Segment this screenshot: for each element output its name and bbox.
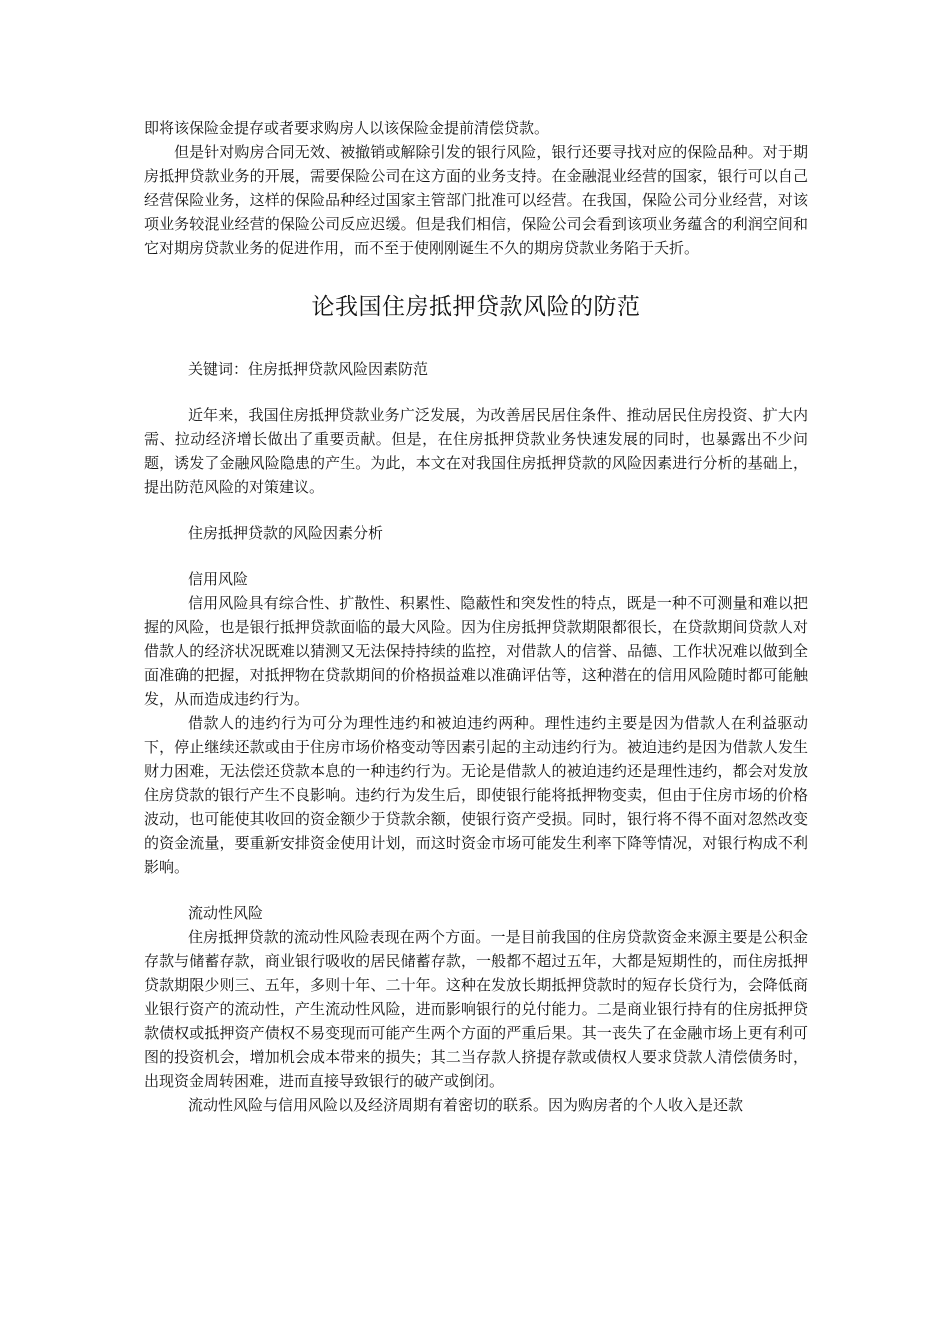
credit-risk-paragraph-1: 信用风险具有综合性、扩散性、积累性、隐蔽性和突发性的特点，既是一种不可测量和难以把握的风险，也是银行抵押贷款面临的最大风险。因为住房抵押贷款期限都很长，在贷款期间贷款人对借款人的经济状况既难以猜测又无法保持持续的监控，对借款人的信誉、品德、工作状况难以做到全面准确的把握，对抵押物在贷款期间的价格损益难以准确评估等，这种潜在的信用风险随时都可能触发，从而造成违约行为。	[144, 594, 808, 708]
paragraph-prev-1: 即将该保险金提存或者要求购房人以该保险金提前清偿贷款。	[144, 119, 550, 137]
keywords-line: 关键词：住房抵押贷款风险因素防范	[188, 360, 429, 378]
credit-risk-paragraph-2: 借款人的违约行为可分为理性违约和被迫违约两种。理性违约主要是因为借款人在利益驱动下，停止继续还款或由于住房市场价格变动等因素引起的主动违约行为。被迫违约是因为借款人发生财力困难，无法偿还贷款本息的一种违约行为。无论是借款人的被迫违约还是理性违约，都会对发放住房贷款的银行产生不良影响。违约行为发生后，即使银行能将抵押物变卖，但由于住房市场的价格波动，也可能使其收回的资金额少于贷款余额，使银行资产受损。同时，银行将不得不面对忽然改变的资金流量，要重新安排资金使用计划，而这时资金市场可能发生利率下降等情况，对银行构成不利影响。	[144, 714, 808, 876]
section-heading: 住房抵押贷款的风险因素分析	[188, 524, 384, 542]
liquidity-risk-heading: 流动性风险	[188, 904, 264, 922]
paragraph-prev-2: 但是针对购房合同无效、被撤销或解除引发的银行风险，银行还要寻找对应的保险品种。对于期房抵押贷款业务的开展，需要保险公司在这方面的业务支持。在金融混业经营的国家，银行可以自己经营保险业务，这样的保险品种经过国家主管部门批准可以经营。在我国，保险公司分业经营，对该项业务较混业经营的保险公司反应迟缓。但是我们相信，保险公司会看到该项业务蕴含的利润空间和它对期房贷款业务的促进作用，而不至于使刚刚诞生不久的期房贷款业务陷于夭折。	[144, 143, 808, 257]
liquidity-risk-paragraph-2: 流动性风险与信用风险以及经济周期有着密切的联系。因为购房者的个人收入是还款	[188, 1096, 744, 1114]
document-page	[144, 116, 808, 1117]
liquidity-risk-paragraph-1: 住房抵押贷款的流动性风险表现在两个方面。一是目前我国的住房贷款资金来源主要是公积金存款与储蓄存款，商业银行吸收的居民储蓄存款，一般都不超过五年，大都是短期性的，而住房抵押贷款期限少则三、五年，多则十年、二十年。这种在发放长期抵押贷款时的短存长贷行为，会降低商业银行资产的流动性，产生流动性风险，进而影响银行的兑付能力。二是商业银行持有的住房抵押贷款债权或抵押资产债权不易变现而可能产生两个方面的严重后果。其一丧失了在金融市场上更有利可图的投资机会，增加机会成本带来的损失；其二当存款人挤提存款或债权人要求贷款人清偿债务时，出现资金周转困难，进而直接导致银行的破产或倒闭。	[144, 928, 808, 1090]
intro-paragraph: 近年来，我国住房抵押贷款业务广泛发展，为改善居民居住条件、推动居民住房投资、扩大内需、拉动经济增长做出了重要贡献。但是，在住房抵押贷款业务快速发展的同时，也暴露出不少问题，诱发了金融风险隐患的产生。为此，本文在对我国住房抵押贷款的风险因素进行分析的基础上，提出防范风险的对策建议。	[144, 406, 808, 496]
credit-risk-heading: 信用风险	[188, 570, 249, 588]
article-title: 论我国住房抵押贷款风险的防范	[311, 294, 641, 320]
